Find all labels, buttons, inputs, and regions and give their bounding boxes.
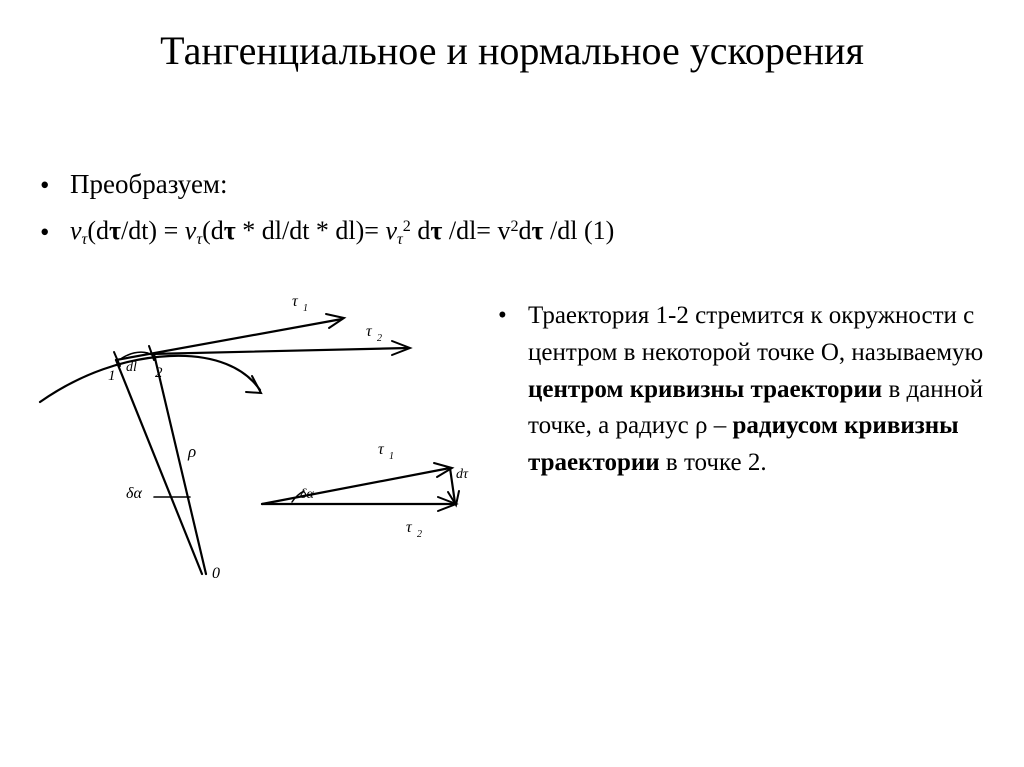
formula-v3: v [385,216,398,246]
triangle-tau1-side [262,468,450,504]
label-tau2: τ [366,323,372,340]
formula-sub1: τ [81,231,88,249]
right-text-block [484,298,994,482]
formula-p2: /dt) = [120,216,185,246]
trajectory-arrowhead [246,376,261,393]
bullet-dot-icon: • [40,216,50,247]
curvature-diagram [30,282,470,612]
right-bullet-item [484,298,994,482]
formula-sub3: τ [397,231,403,249]
bullet-dot-icon: • [40,170,50,201]
label-tri-alpha: δα [300,487,314,502]
label-tau1-sub: 1 [303,303,308,314]
formula-p6: /dl= v [442,216,511,246]
formula-p8: /dl (1) [543,216,615,246]
label-tau1: τ [292,293,298,310]
tau2-vector [150,348,408,354]
bullet-list [24,168,984,264]
formula-tau4: τ [531,216,544,246]
formula-p3: (d [202,216,224,246]
formula-p1: (d [87,216,109,246]
label-delta-alpha: δα [126,485,142,502]
bullet-text: Преобразуем: [70,169,228,199]
formula-sub2: τ [196,231,203,249]
radius-line-1 [116,360,202,574]
bullet-dot-icon: • [498,302,507,329]
label-dl: dl [126,360,137,375]
formula-p7: d [518,216,532,246]
formula-tau2: τ [223,216,236,246]
label-rho: ρ [188,442,197,461]
formula-tau3: τ [430,216,443,246]
bullet-item [24,168,984,200]
radius-line-2 [154,354,206,574]
right-text-lead: Траектория 1-2 стремится к окружности с центром в некоторой точке О, называемую [528,302,984,366]
formula-v1: v [70,216,82,246]
label-tri-tau2: τ [406,519,412,536]
trajectory-curve [40,356,260,402]
formula-sup4: 2 [510,218,519,236]
formula-p5: d [410,216,431,246]
formula-item [24,214,984,250]
right-text-mid: в данной точке, а радиус ρ – [528,375,983,440]
label-origin: 0 [212,565,220,582]
right-text-bold-1: центром кривизны траектории [528,375,883,403]
right-text-bold-2: радиусом кривизны траектории [528,412,959,476]
formula-sup3: 2 [402,218,411,236]
page-title: Тангенциальное и нормальное ускорения [160,28,864,73]
formula-text [70,216,615,249]
label-point-1: 1 [108,368,116,384]
label-tri-tau2-sub: 2 [417,529,422,540]
formula-p4: * dl/dt * dl)= [235,216,386,246]
label-point-2: 2 [155,365,163,381]
label-tri-tau1-sub: 1 [389,451,394,462]
label-tau2-sub: 2 [377,333,382,344]
curvature-diagram-svg [30,282,470,612]
label-tri-tau1: τ [378,441,384,458]
formula-v2: v [184,216,197,246]
formula-tau1: τ [109,216,121,246]
right-text-tail: в точке 2. [659,449,767,476]
label-tri-dtau: dτ [456,467,469,482]
